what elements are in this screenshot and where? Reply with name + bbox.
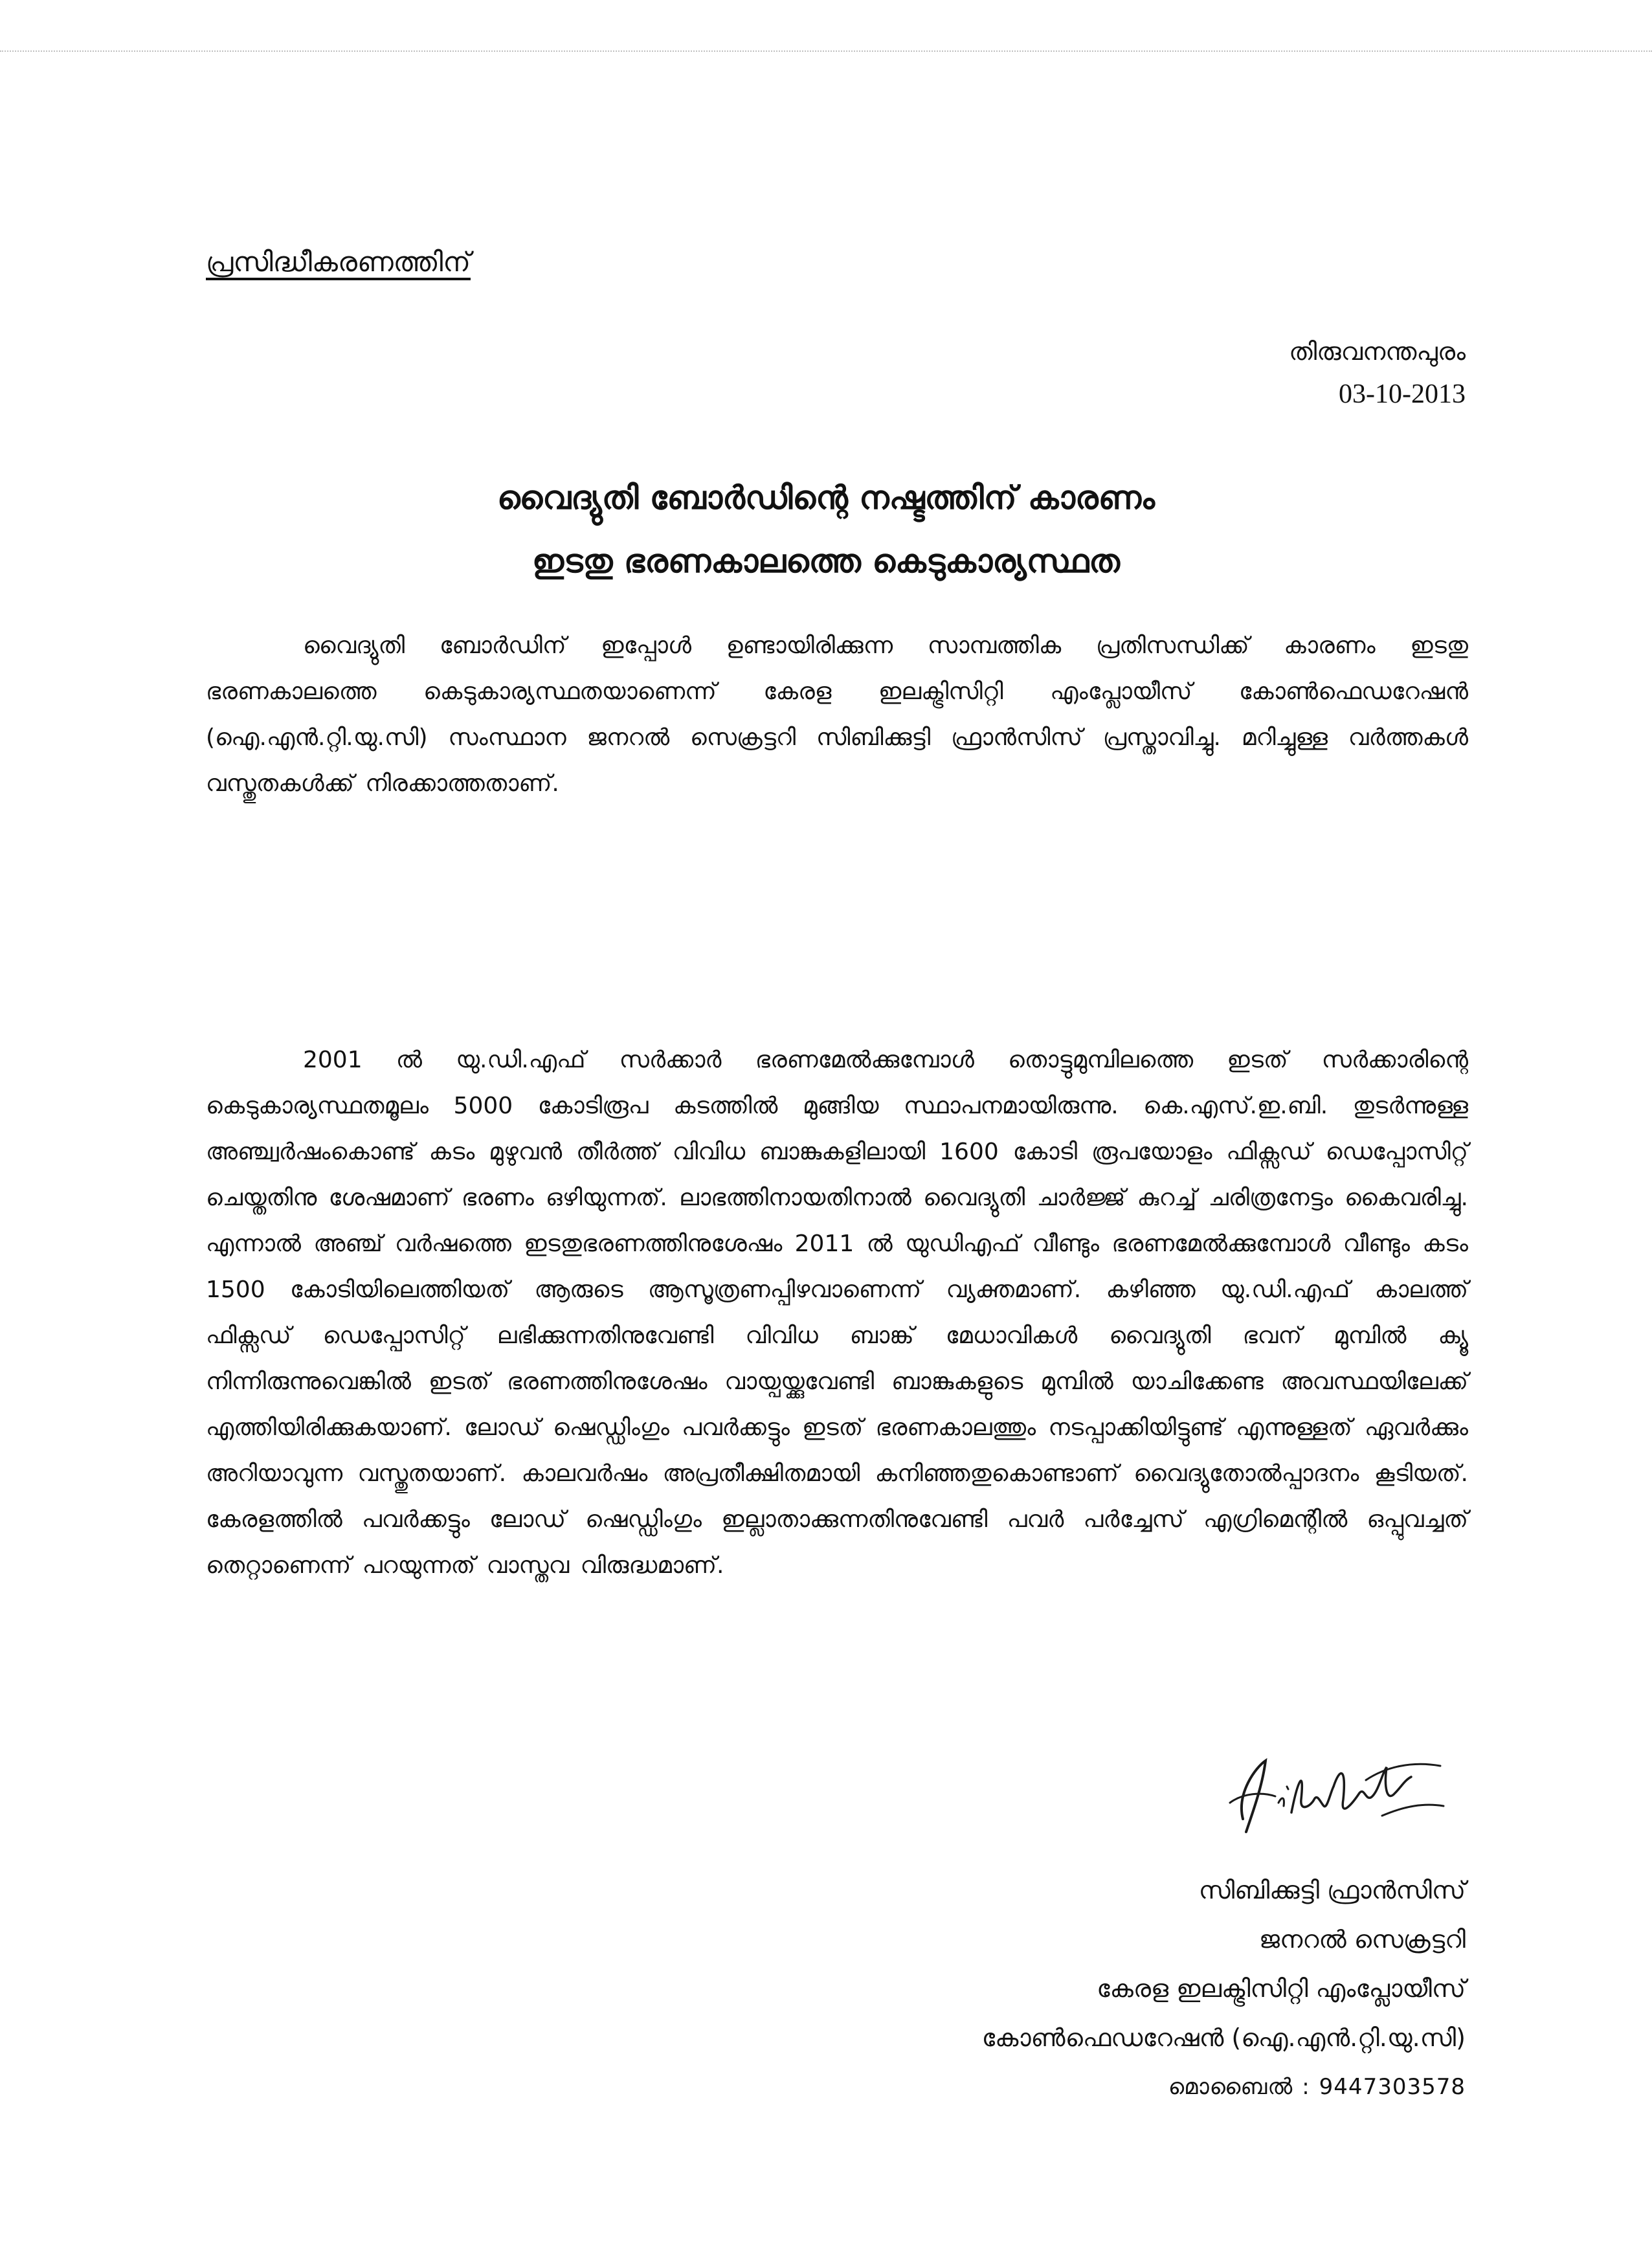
paragraph-2 [206,1037,1468,1589]
signatory-block [982,1866,1466,2112]
signatory-name: സിബിക്കുട്ടി ഫ്രാൻസിസ് [1198,1876,1466,1904]
place-date-block [1289,330,1466,416]
organisation-line-1: കേരള ഇലക്ട്രിസിറ്റി എംപ്ലോയീസ് [1097,1974,1466,2003]
headline-line-2: ഇടതു ഭരണകാലത്തെ കെടുകാര്യസ്ഥത [532,542,1120,580]
top-dotted-rule [0,50,1652,52]
signatory-designation: ജനറൽ സെക്രട്ടറി [1259,1925,1466,1954]
paragraph-2-text: 2001 ൽ യു.ഡി.എഫ് സർക്കാർ ഭരണമേൽക്കുമ്പോൾ തൊട്ടുമുമ്പിലത്തെ ഇടത് സർക്കാരിന്റെ കെടുകാര്യസ്ഥതമൂലം 5000 കോടിരൂപ കടത്തിൽ മുങ്ങിയ സ്ഥാപനമായിരുന്നു. കെ.എസ്.ഇ.ബി. തുടർന്നുള്ള അഞ്ച്വർഷംകൊണ്ട് കടം മുഴുവൻ തീർത്ത് വിവിധ ബാങ്കുകളിലായി 1600 കോടി രൂപയോളം ഫിക്സഡ് ഡെപ്പോസിറ്റ് ചെയ്തതിനു ശേഷമാണ് ഭരണം ഒഴിയുന്നത്. ലാഭത്തിനായതിനാൽ വൈദ്യുതി ചാർജ്ജ് കുറച്ച് ചരിത്രനേട്ടം കൈവരിച്ചു. എന്നാൽ അഞ്ച് വർഷത്തെ ഇടതുഭരണത്തിനുശേഷം 2011 ൽ യുഡിഎഫ് വീണ്ടും ഭരണമേൽക്കുമ്പോൾ വീണ്ടും കടം 1500 കോടിയിലെത്തിയത് ആരുടെ ആസൂത്രണപ്പിഴവാണെന്ന് വ്യക്തമാണ്. കഴിഞ്ഞ യു.ഡി.എഫ് കാലത്ത് ഫിക്സഡ് ഡെപ്പോസിറ്റ് ലഭിക്കുന്നതിനുവേണ്ടി വിവിധ ബാങ്ക് മേധാവികൾ വൈദ്യുതി ഭവന് മുമ്പിൽ ക്യൂ നിന്നിരുന്നുവെങ്കിൽ ഇടത് ഭരണത്തിനുശേഷം വായ്പയ്ക്കുവേണ്ടി ബാങ്കുകളുടെ മുമ്പിൽ യാചിക്കേണ്ട അവസ്ഥയിലേക്ക് എത്തിയിരിക്കുകയാണ്. ലോഡ് ഷെഡ്ഡിംഗും പവർക്കട്ടും ഇടത് ഭരണകാലത്തും നടപ്പാക്കിയിട്ടുണ്ട് എന്നുള്ളത് ഏവർക്കും അറിയാവുന്ന വസ്തുതയാണ്. കാലവർഷം അപ്രതീക്ഷിതമായി കനിഞ്ഞതുകൊണ്ടാണ് വൈദ്യുതോൽപ്പാദനം കൂടിയത്. കേരളത്തിൽ പവർക്കട്ടും ലോഡ് ഷെഡ്ഡിംഗും ഇല്ലാതാക്കുന്നതിനുവേണ്ടി പവർ പർച്ചേസ് എഗ്രിമെന്റിൽ ഒപ്പുവച്ചത് തെറ്റാണെന്ന് പറയുന്നത് വാസ്തവ വിരുദ്ധമാണ്. [206,1047,1468,1579]
signature-drawing [1217,1741,1450,1838]
headline-line-1: വൈദ്യുതി ബോർഡിന്റെ നഷ്ടത്തിന് കാരണം [497,479,1155,517]
publication-label: പ്രസിദ്ധീകരണത്തിന് [206,246,471,278]
mobile-number: 9447303578 [1319,2074,1466,2100]
organisation-line-2: കോൺഫെഡറേഷൻ (ഐ.എൻ.റ്റി.യു.സി) [981,2023,1466,2052]
date: 03-10-2013 [1339,379,1466,409]
place: തിരുവനന്തപുരം [1289,337,1466,366]
mobile-label: മൊബൈൽ [1168,2074,1293,2100]
headline [0,466,1652,593]
mobile-separator: : [1302,2074,1310,2100]
handwritten-signature [1217,1741,1450,1838]
paragraph-1-text: വൈദ്യുതി ബോർഡിന് ഇപ്പോൾ ഉണ്ടായിരിക്കുന്ന സാമ്പത്തിക പ്രതിസന്ധിക്ക് കാരണം ഇടതു ഭരണകാലത്തെ കെടുകാര്യസ്ഥതയാണെന്ന് കേരള ഇലക്ട്രിസിറ്റി എംപ്ലോയീസ് കോൺഫെഡറേഷൻ (ഐ.എൻ.റ്റി.യു.സി) സംസ്ഥാന ജനറൽ സെക്രട്ടറി സിബിക്കുട്ടി ഫ്രാൻസിസ് പ്രസ്താവിച്ചു. മറിച്ചുള്ള വർത്തകൾ വസ്തുതകൾക്ക് നിരക്കാത്തതാണ്. [206,632,1468,797]
paragraph-1 [206,623,1468,807]
mobile-line [982,2062,1466,2112]
